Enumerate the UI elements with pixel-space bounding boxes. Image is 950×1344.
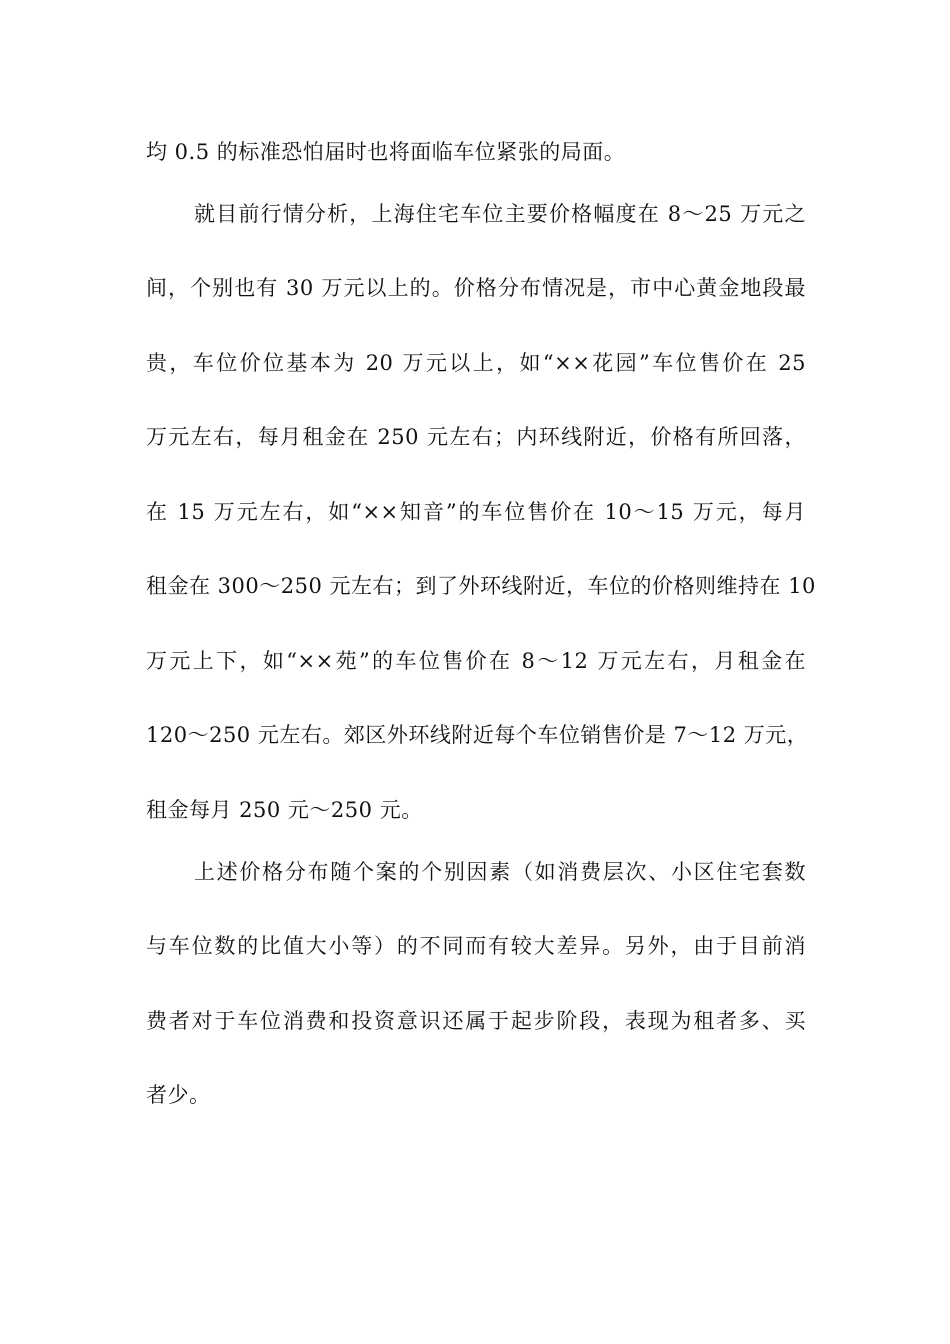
text-line-11: 上述价格分布随个案的个别因素（如消费层次、小区住宅套数 xyxy=(194,860,806,884)
text-line-8: 万元上下，如“××苑”的车位售价在 8～12 万元左右，月租金在 xyxy=(146,649,806,673)
text-line-12: 与车位数的比值大小等）的不同而有较大差异。另外，由于目前消 xyxy=(146,934,806,958)
text-line-9: 120～250 元左右。郊区外环线附近每个车位销售价是 7～12 万元， xyxy=(146,723,809,747)
text-line-5: 万元左右，每月租金在 250 元左右；内环线附近，价格有所回落， xyxy=(146,425,806,449)
text-line-4: 贵，车位价位基本为 20 万元以上，如“××花园”车位售价在 25 xyxy=(146,351,806,375)
text-line-7: 租金在 300～250 元左右；到了外环线附近，车位的价格则维持在 10 xyxy=(146,574,816,598)
text-line-10: 租金每月 250 元～250 元。 xyxy=(146,798,423,822)
text-line-2: 就目前行情分析，上海住宅车位主要价格幅度在 8～25 万元之 xyxy=(194,202,806,226)
text-line-14: 者少。 xyxy=(146,1083,211,1107)
text-line-13: 费者对于车位消费和投资意识还属于起步阶段，表现为租者多、买 xyxy=(146,1009,806,1033)
text-line-3: 间，个别也有 30 万元以上的。价格分布情况是，市中心黄金地段最 xyxy=(146,276,806,300)
text-line-6: 在 15 万元左右，如“××知音”的车位售价在 10～15 万元，每月 xyxy=(146,500,806,524)
text-line-1: 均 0.5 的标准恐怕届时也将面临车位紧张的局面。 xyxy=(146,140,626,164)
